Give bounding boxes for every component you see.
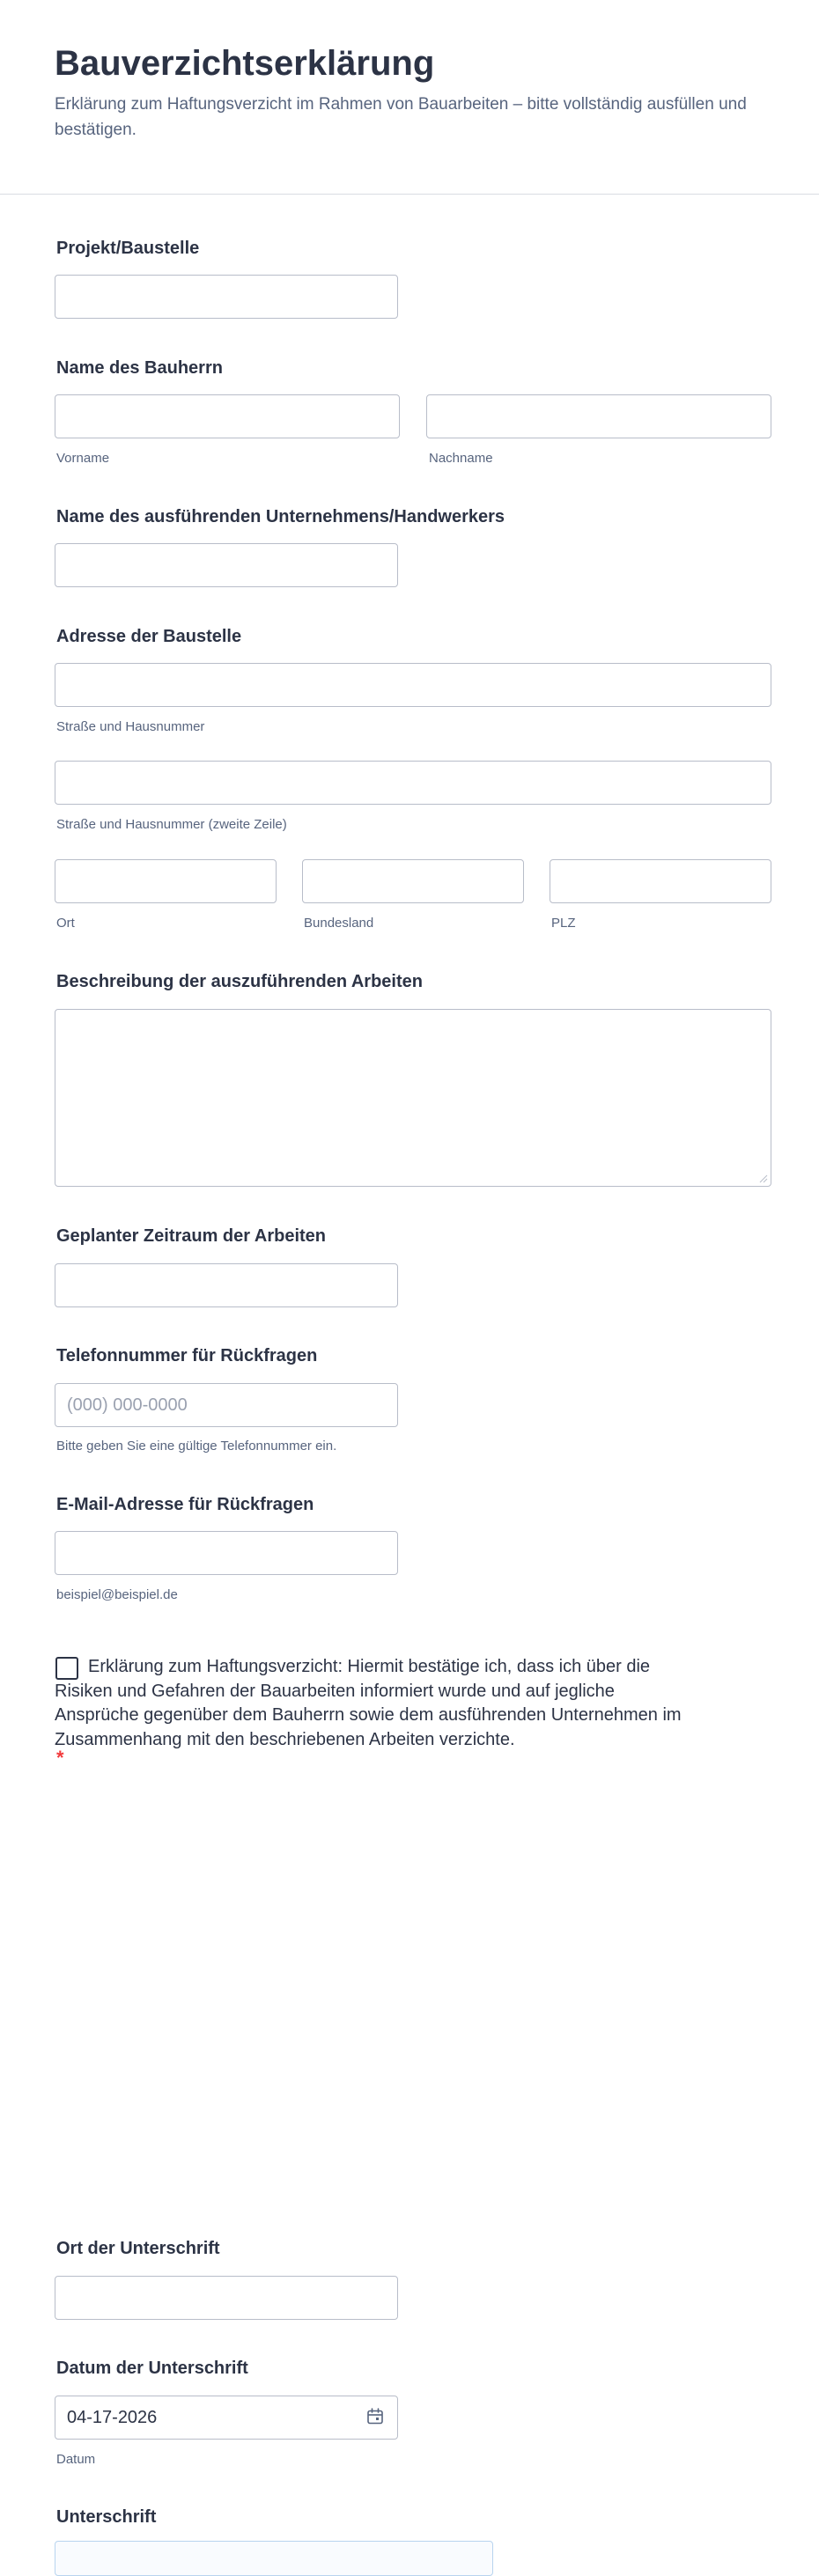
ort-unterschrift-label: Ort der Unterschrift: [56, 2239, 220, 2258]
signature-pad[interactable]: [55, 2541, 493, 2576]
form-title: Bauverzichtserklärung: [55, 44, 435, 83]
bauherr-first-name-input[interactable]: [55, 394, 400, 438]
email-input[interactable]: [55, 1531, 398, 1575]
ort-unterschrift-input[interactable]: [55, 2276, 398, 2320]
bauherr-last-name-sublabel: Nachname: [429, 451, 493, 466]
telefon-sublabel: Bitte geben Sie eine gültige Telefonnummer ein.: [56, 1439, 337, 1454]
state-sublabel: Bundesland: [304, 916, 374, 931]
telefon-input[interactable]: [55, 1383, 398, 1427]
form-subtitle: Erklärung zum Haftungsverzicht im Rahmen von Bauarbeiten – bitte vollständig ausfüllen und bestätigen.: [55, 95, 747, 139]
resize-grip-icon[interactable]: [757, 1173, 768, 1183]
bauherr-label: Name des Bauherrn: [56, 358, 223, 378]
projekt-label: Projekt/Baustelle: [56, 239, 200, 258]
required-mark: *: [56, 1747, 64, 1769]
unternehmen-input[interactable]: [55, 543, 398, 587]
datum-input[interactable]: [55, 2396, 398, 2440]
bauherr-first-name-sublabel: Vorname: [56, 451, 110, 466]
zeitraum-label: Geplanter Zeitraum der Arbeiten: [56, 1226, 326, 1246]
datum-sublabel: Datum: [56, 2452, 96, 2467]
city-input[interactable]: [55, 859, 277, 903]
email-label: E-Mail-Adresse für Rückfragen: [56, 1495, 314, 1514]
street2-sublabel: Straße und Hausnummer (zweite Zeile): [56, 817, 287, 832]
street-sublabel: Straße und Hausnummer: [56, 719, 205, 734]
beschreibung-textarea[interactable]: [55, 1009, 771, 1187]
state-input[interactable]: [302, 859, 524, 903]
email-sublabel: beispiel@beispiel.de: [56, 1587, 178, 1602]
projekt-input[interactable]: [55, 275, 398, 319]
bauherr-last-name-input[interactable]: [426, 394, 771, 438]
consent-text: Erklärung zum Haftungsverzicht: Hiermit bestätige ich, dass ich über die Risiken und Gefahren der Bauarbeiten informiert wurde und auf jegliche Ansprüche gegenüber dem Bauherrn sowie dem ausführenden Unternehmen im Zusammenhang mit den beschriebenen Arbeiten verzichte.: [55, 1657, 682, 1749]
calendar-icon[interactable]: [365, 2406, 386, 2427]
consent-label: [55, 1655, 702, 1752]
datum-unterschrift-label: Datum der Unterschrift: [56, 2359, 248, 2378]
zip-input[interactable]: [550, 859, 771, 903]
form-header: [0, 0, 819, 195]
telefon-label: Telefonnummer für Rückfragen: [56, 1346, 318, 1365]
city-sublabel: Ort: [56, 916, 75, 931]
unterschrift-label: Unterschrift: [56, 2507, 157, 2527]
street-input[interactable]: [55, 663, 771, 707]
zip-sublabel: PLZ: [551, 916, 576, 931]
unternehmen-label: Name des ausführenden Unternehmens/Handwerkers: [56, 507, 505, 526]
adresse-label: Adresse der Baustelle: [56, 627, 242, 646]
beschreibung-label: Beschreibung der auszuführenden Arbeiten: [56, 972, 423, 991]
zeitraum-input[interactable]: [55, 1263, 398, 1307]
street2-input[interactable]: [55, 761, 771, 805]
